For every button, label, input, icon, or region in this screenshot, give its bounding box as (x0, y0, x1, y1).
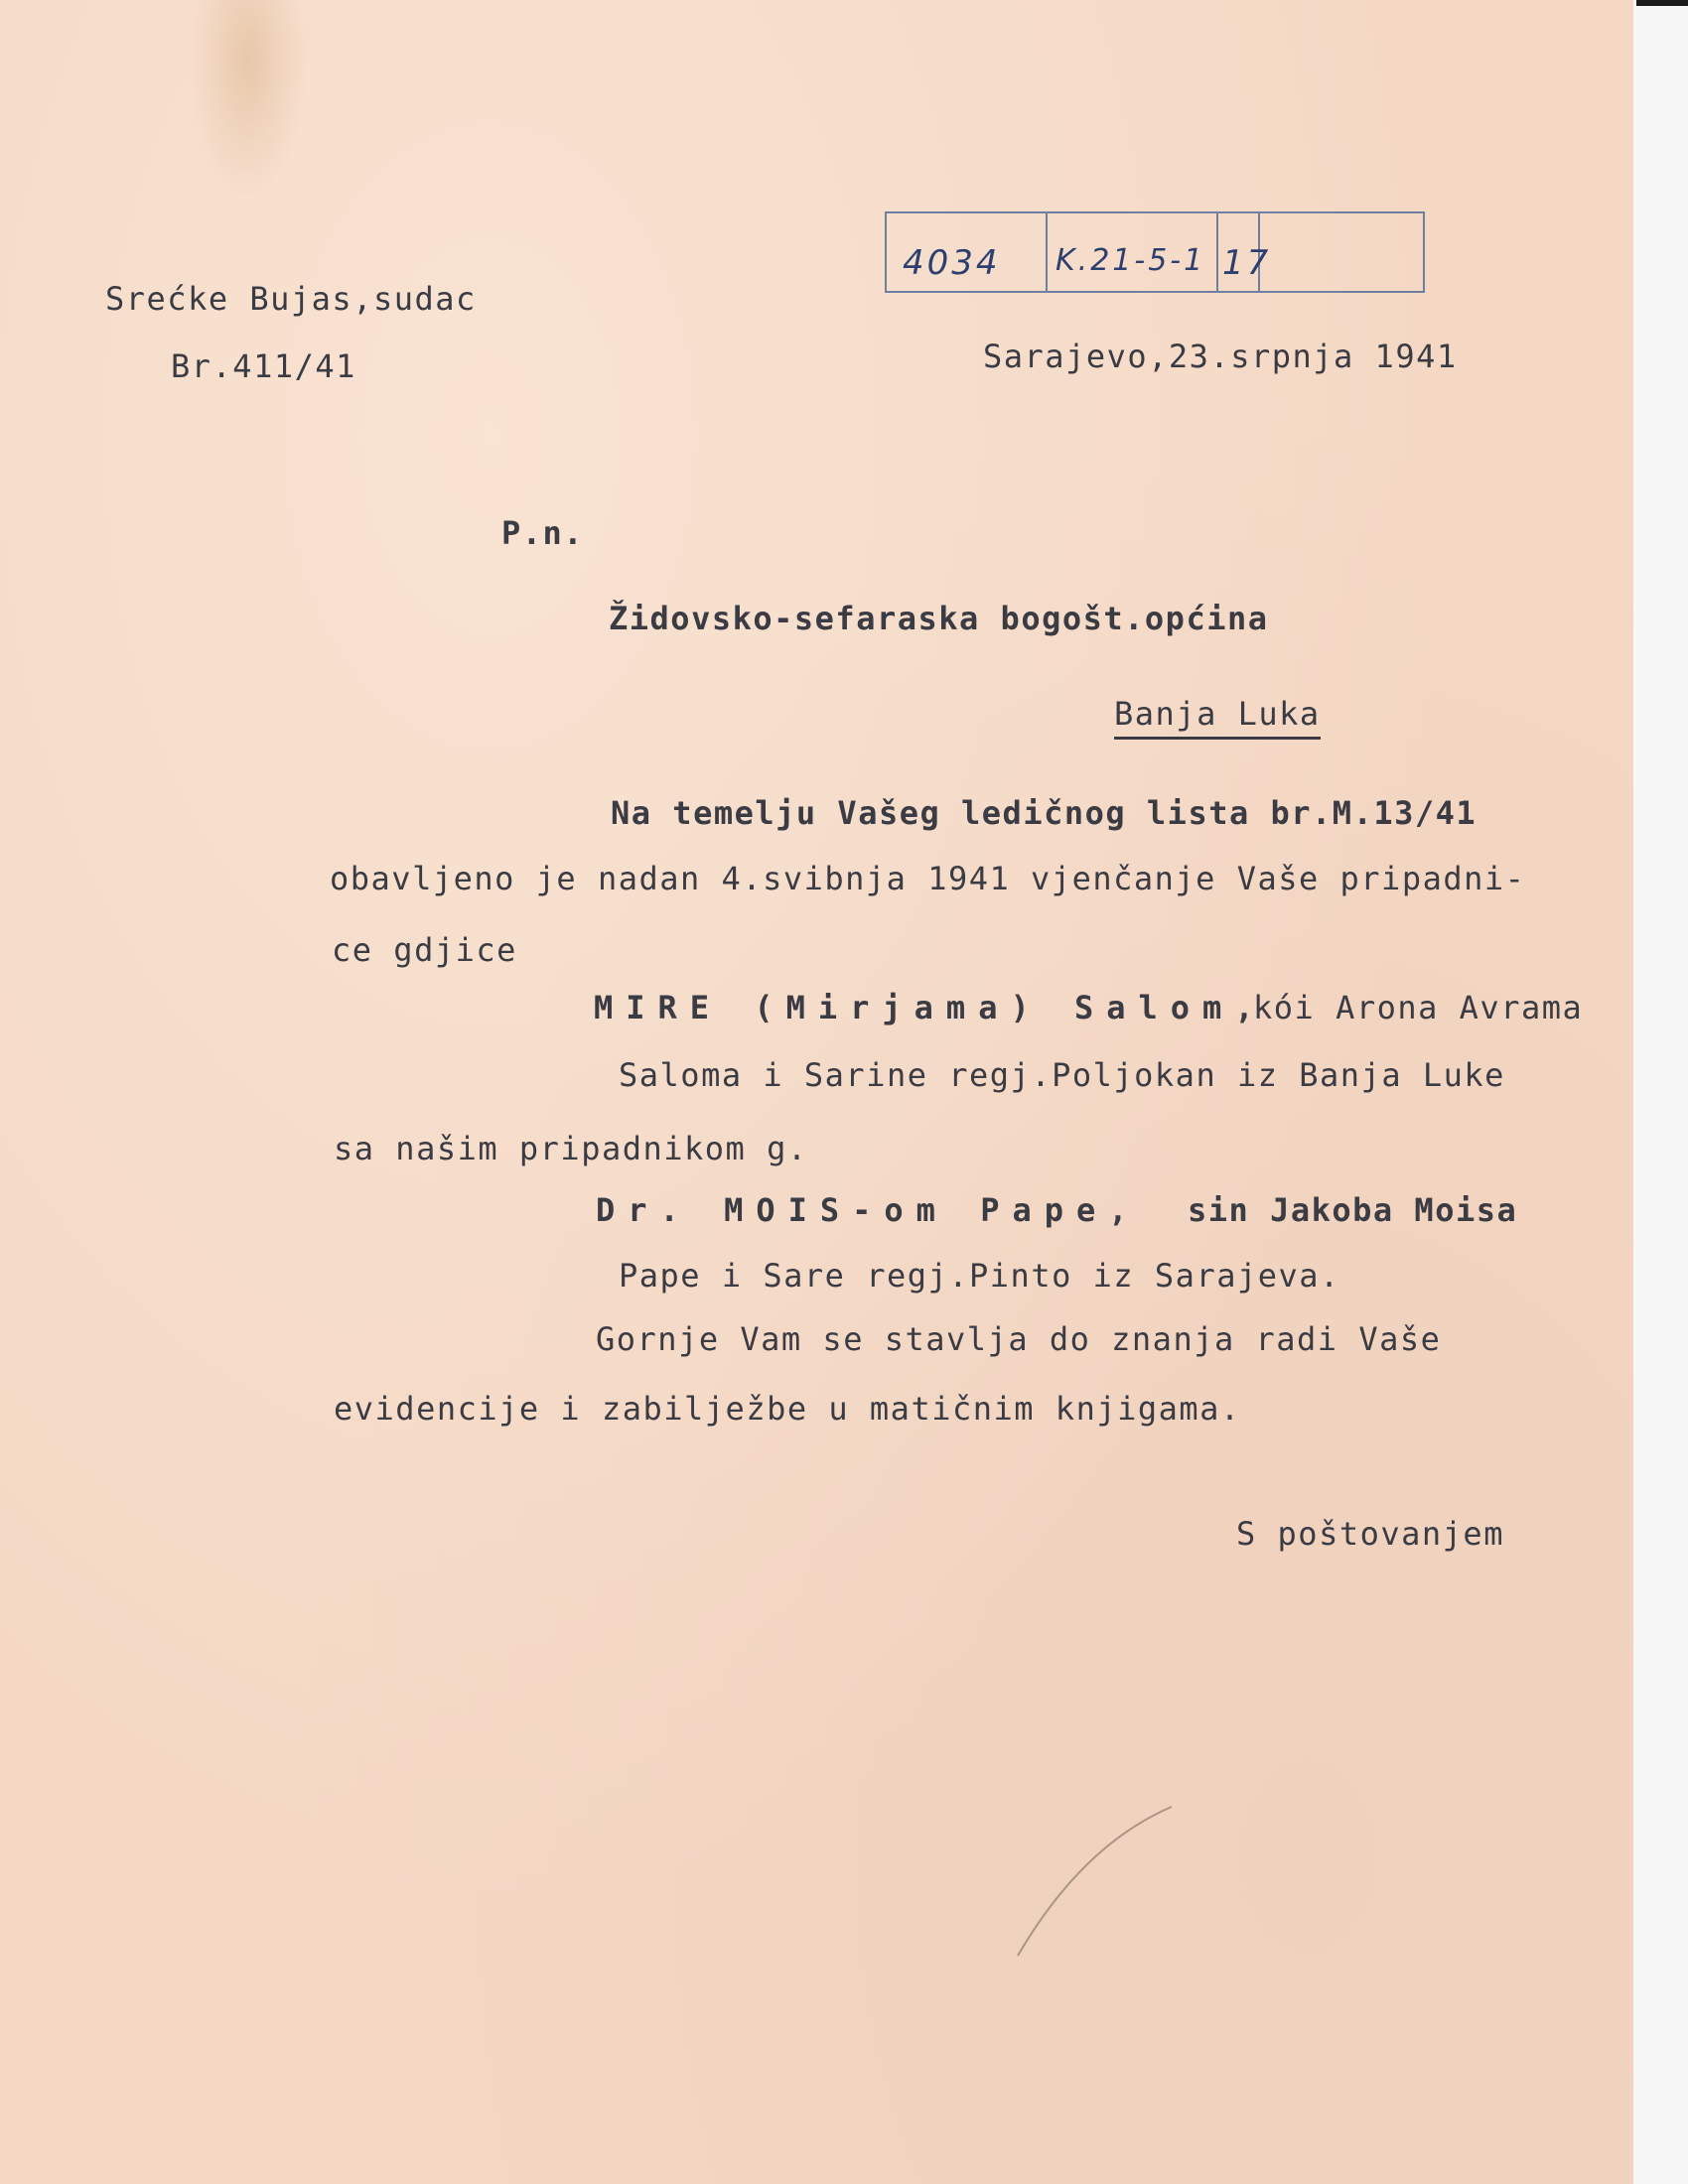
paper-stain (189, 0, 308, 199)
sender-line: Srećke Bujas,sudac (105, 280, 477, 318)
stamp-cell-empty (1260, 213, 1421, 291)
sign-off: S poštovanjem (1236, 1515, 1504, 1553)
place-date: Sarajevo,23.srpnja 1941 (983, 338, 1458, 375)
scan-edge (1636, 0, 1688, 6)
closing-line-2: evidencije i zabilježbe u matičnim knjigama. (334, 1390, 1241, 1428)
body-line-2: obavljeno je nadan 4.svibnja 1941 vjenčanje Vaše pripadni- (330, 860, 1526, 897)
reference-number: Br.411/41 (171, 347, 356, 385)
groom-parents-1: sin Jakoba Moisa (1188, 1191, 1518, 1229)
stamp-reg-number: 4034 (903, 243, 1001, 283)
bride-parents-1: kói Arona Avrama (1253, 989, 1584, 1026)
with-line: sa našim pripadnikom g. (334, 1130, 808, 1167)
archive-stamp (885, 211, 1425, 293)
recipient-city: Banja Luka (1114, 695, 1321, 740)
bride-parents-2: Saloma i Sarine regj.Poljokan iz Banja Luke (619, 1056, 1505, 1094)
recipient-name: Židovsko-sefaraska bogošt.općina (609, 600, 1269, 637)
salutation: P.n. (501, 514, 585, 552)
bride-name: MIRE (Mirjama) Salom, (594, 989, 1267, 1026)
pencil-mark (1013, 1787, 1192, 1966)
groom-name: Dr. MOIS-om Pape, (596, 1191, 1141, 1229)
stamp-cell-sub (1218, 213, 1272, 291)
body-line-1: Na temelju Vašeg ledičnog lista br.M.13/41 (611, 794, 1477, 832)
closing-line-1: Gornje Vam se stavlja do znanja radi Vaše (596, 1320, 1442, 1358)
body-line-3: ce gdjice (332, 931, 517, 969)
stamp-sub: 17 (1222, 243, 1272, 283)
stamp-signature: K.21-5-1 (1055, 243, 1206, 278)
groom-parents-2: Pape i Sare regj.Pinto iz Sarajeva. (619, 1257, 1340, 1295)
scan-margin (1633, 0, 1688, 2184)
stamp-cell-reg (887, 213, 1048, 291)
stamp-cell-signature (1048, 213, 1218, 291)
